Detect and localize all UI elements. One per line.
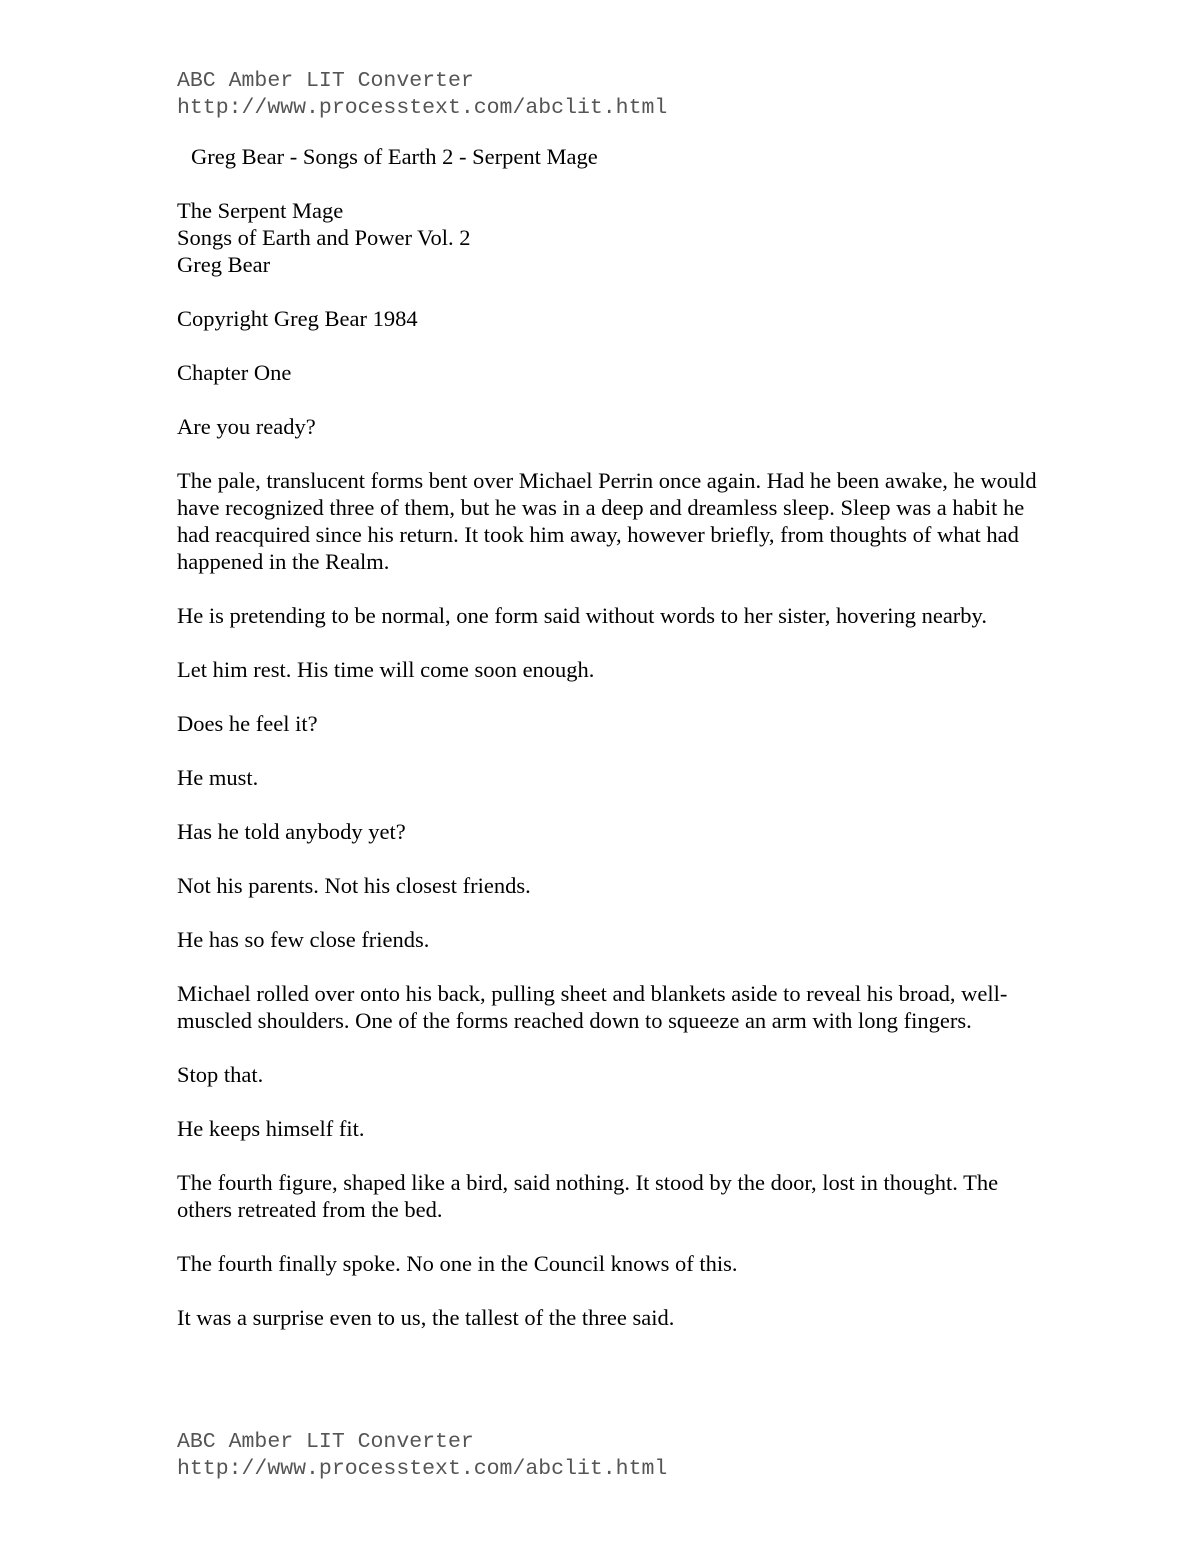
document-heading: Greg Bear - Songs of Earth 2 - Serpent Mage	[191, 144, 598, 169]
paragraph: The pale, translucent forms bent over Michael Perrin once again. Had he been awake, he would have recognized three of them, but he was in a deep and dreamless sleep. Sleep was a habit he had reacquired since his return. It took him away, however briefly, from thoughts of what had happened in the Realm.	[177, 468, 1037, 574]
paragraph: Let him rest. His time will come soon enough.	[177, 657, 595, 682]
book-series: Songs of Earth and Power Vol. 2	[177, 225, 471, 250]
paragraph: Michael rolled over onto his back, pulling sheet and blankets aside to reveal his broad, well-muscled shoulders. One of the forms reached down to squeeze an arm with long fingers.	[177, 981, 1008, 1033]
converter-name: ABC Amber LIT Converter	[177, 69, 474, 93]
copyright-line: Copyright Greg Bear 1984	[177, 306, 418, 331]
converter-name: ABC Amber LIT Converter	[177, 1430, 474, 1454]
paragraph: He must.	[177, 765, 259, 790]
chapter-body	[177, 413, 1037, 1331]
paragraph: Not his parents. Not his closest friends.	[177, 873, 531, 898]
paragraph: Has he told anybody yet?	[177, 819, 406, 844]
paragraph: It was a surprise even to us, the tallest of the three said.	[177, 1305, 675, 1330]
paragraph: Are you ready?	[177, 414, 316, 439]
book-author: Greg Bear	[177, 252, 271, 277]
converter-footer	[177, 1429, 667, 1483]
paragraph: He is pretending to be normal, one form said without words to her sister, hovering nearby.	[177, 603, 987, 628]
paragraph: The fourth finally spoke. No one in the Council knows of this.	[177, 1251, 738, 1276]
paragraph: Does he feel it?	[177, 711, 318, 736]
paragraph: He keeps himself fit.	[177, 1116, 365, 1141]
converter-url: http://www.processtext.com/abclit.html	[177, 96, 668, 120]
book-title: The Serpent Mage	[177, 198, 344, 223]
paragraph: The fourth figure, shaped like a bird, said nothing. It stood by the door, lost in thought. The others retreated from the bed.	[177, 1170, 999, 1222]
book-meta	[177, 197, 1037, 278]
chapter-heading: Chapter One	[177, 360, 292, 385]
document-page	[177, 68, 1037, 1331]
converter-url: http://www.processtext.com/abclit.html	[177, 1457, 668, 1481]
paragraph: He has so few close friends.	[177, 927, 430, 952]
converter-header	[177, 68, 1037, 122]
paragraph: Stop that.	[177, 1062, 264, 1087]
